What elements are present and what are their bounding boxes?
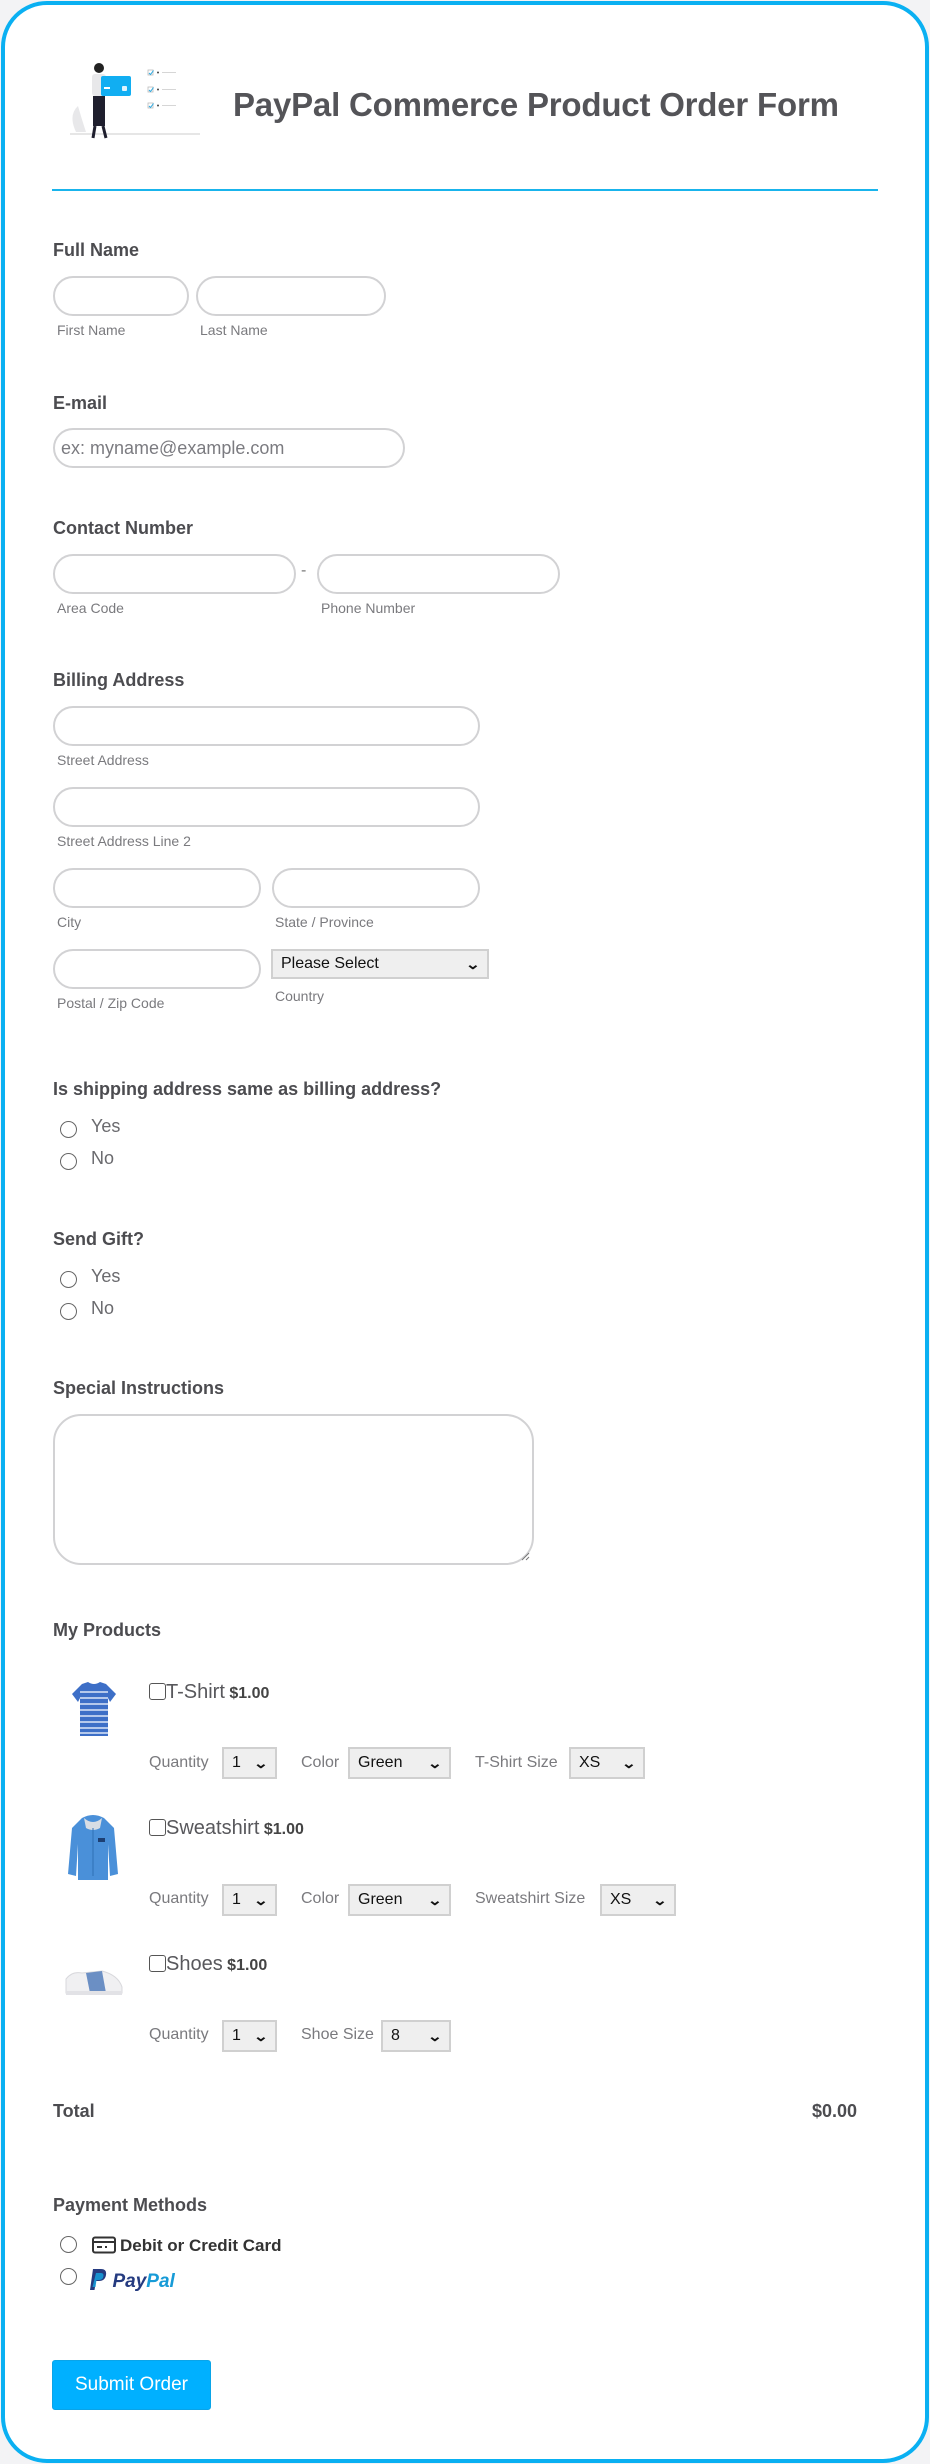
first-name-sublabel: First Name xyxy=(57,322,126,338)
sweatshirt-color-label: Color xyxy=(301,1890,340,1907)
paypal-pal-text: Pal xyxy=(146,2271,175,2292)
special-instructions-label: Special Instructions xyxy=(53,1378,225,1398)
sweatshirt-size-select[interactable] xyxy=(600,1884,676,1916)
zip-input[interactable] xyxy=(53,949,261,989)
country-select-value: Please Select xyxy=(281,955,379,972)
zip-sublabel: Postal / Zip Code xyxy=(57,995,165,1011)
city-input[interactable] xyxy=(53,868,261,908)
payment-paypal-radio[interactable] xyxy=(60,2268,77,2285)
tshirt-size-value: XS xyxy=(579,1754,601,1771)
payment-card-label[interactable]: Debit or Credit Card xyxy=(120,2236,282,2255)
shoes-quantity-value: 1 xyxy=(232,2027,241,2044)
street-address-sublabel: Street Address xyxy=(57,752,149,768)
street-address-line2-sublabel: Street Address Line 2 xyxy=(57,833,191,849)
last-name-sublabel: Last Name xyxy=(200,322,268,338)
phone-number-sublabel: Phone Number xyxy=(321,600,416,616)
tshirt-color-label: Color xyxy=(301,1754,340,1771)
phone-number-input[interactable] xyxy=(317,554,560,594)
first-name-input[interactable] xyxy=(53,276,189,316)
page-title: PayPal Commerce Product Order Form xyxy=(233,86,839,123)
chevron-down-icon: ⌄ xyxy=(253,1891,269,1908)
shoes-quantity-select[interactable] xyxy=(222,2020,277,2052)
chevron-down-icon: ⌄ xyxy=(253,2027,269,2044)
send-gift-yes-radio[interactable] xyxy=(60,1271,77,1288)
resize-handle-icon[interactable] xyxy=(520,1551,530,1561)
send-gift-no-label[interactable]: No xyxy=(91,1298,115,1318)
send-gift-no-radio[interactable] xyxy=(60,1303,77,1320)
tshirt-price: $1.00 xyxy=(229,1685,270,1702)
city-sublabel: City xyxy=(57,914,82,930)
my-products-label: My Products xyxy=(53,1620,162,1640)
submit-order-button[interactable]: Submit Order xyxy=(52,2360,211,2410)
tshirt-checkbox[interactable] xyxy=(149,1683,166,1700)
shipping-same-no-label[interactable]: No xyxy=(91,1148,115,1168)
last-name-input[interactable] xyxy=(196,276,386,316)
shipping-same-yes-radio[interactable] xyxy=(60,1121,77,1138)
sweatshirt-quantity-value: 1 xyxy=(232,1891,241,1908)
paypal-logo-icon[interactable] xyxy=(88,2268,175,2293)
sweatshirt-size-value: XS xyxy=(610,1891,632,1908)
tshirt-quantity-value: 1 xyxy=(232,1754,241,1771)
shoe-size-select[interactable] xyxy=(381,2020,451,2052)
total-value: $0.00 xyxy=(812,2101,858,2121)
sweatshirt-quantity-select[interactable] xyxy=(222,1884,277,1916)
payment-card-radio[interactable] xyxy=(60,2236,77,2253)
payment-methods-label: Payment Methods xyxy=(53,2195,208,2215)
sweatshirt-quantity-label: Quantity xyxy=(149,1890,209,1907)
tshirt-size-label: T-Shirt Size xyxy=(475,1754,558,1771)
sweatshirt-color-select[interactable] xyxy=(348,1884,451,1916)
chevron-down-icon: ⌄ xyxy=(427,1891,443,1908)
sweatshirt-checkbox[interactable] xyxy=(149,1819,166,1836)
shoe-size-label: Shoe Size xyxy=(301,2026,374,2043)
chevron-down-icon: ⌄ xyxy=(427,1754,443,1771)
street-address-input[interactable] xyxy=(53,706,480,746)
product-sweatshirt[interactable] xyxy=(149,1817,304,1840)
product-shoes[interactable] xyxy=(149,1953,267,1976)
shipping-same-yes-label[interactable]: Yes xyxy=(91,1116,121,1136)
shoes-name: Shoes xyxy=(166,1953,223,1975)
shipping-same-label: Is shipping address same as billing address? xyxy=(53,1079,442,1099)
special-instructions-textarea[interactable] xyxy=(53,1414,534,1565)
total-label: Total xyxy=(53,2101,95,2121)
credit-card-icon xyxy=(92,2236,116,2254)
area-code-input[interactable] xyxy=(53,554,296,594)
send-gift-yes-label[interactable]: Yes xyxy=(91,1266,121,1286)
chevron-down-icon: ⌄ xyxy=(652,1891,668,1908)
chevron-down-icon: ⌄ xyxy=(253,1754,269,1771)
contact-label: Contact Number xyxy=(53,518,194,538)
phone-separator: - xyxy=(301,562,307,579)
full-name-label: Full Name xyxy=(53,240,140,260)
state-input[interactable] xyxy=(272,868,480,908)
header-illustration xyxy=(64,60,204,142)
shipping-same-no-radio[interactable] xyxy=(60,1153,77,1170)
email-input[interactable] xyxy=(53,428,405,468)
tshirt-size-select[interactable] xyxy=(569,1747,645,1779)
tshirt-image xyxy=(68,1680,120,1738)
paypal-pay-text: Pay xyxy=(112,2271,147,2292)
sweatshirt-image xyxy=(64,1814,122,1882)
chevron-down-icon: ⌄ xyxy=(427,2027,443,2044)
area-code-sublabel: Area Code xyxy=(57,600,124,616)
sweatshirt-price: $1.00 xyxy=(263,1821,304,1838)
email-placeholder: ex: myname@example.com xyxy=(61,437,285,458)
header-divider xyxy=(52,189,878,191)
street-address-line2-input[interactable] xyxy=(53,787,480,827)
billing-address-label: Billing Address xyxy=(53,670,185,690)
shoes-image xyxy=(62,1965,126,1999)
chevron-down-icon: ⌄ xyxy=(465,955,481,972)
tshirt-name: T-Shirt xyxy=(166,1681,225,1703)
tshirt-quantity-label: Quantity xyxy=(149,1754,209,1771)
email-label: E-mail xyxy=(53,393,108,413)
product-tshirt[interactable] xyxy=(149,1681,269,1704)
tshirt-quantity-select[interactable] xyxy=(222,1747,277,1779)
state-sublabel: State / Province xyxy=(275,914,374,930)
country-sublabel: Country xyxy=(275,988,325,1004)
shoes-quantity-label: Quantity xyxy=(149,2026,209,2043)
shoes-checkbox[interactable] xyxy=(149,1955,166,1972)
send-gift-label: Send Gift? xyxy=(53,1229,144,1249)
sweatshirt-color-value: Green xyxy=(358,1891,403,1908)
tshirt-color-select[interactable] xyxy=(348,1747,451,1779)
sweatshirt-size-label: Sweatshirt Size xyxy=(475,1890,586,1907)
tshirt-color-value: Green xyxy=(358,1754,403,1771)
shoe-size-value: 8 xyxy=(391,2027,400,2044)
shoes-price: $1.00 xyxy=(227,1957,268,1974)
country-select[interactable] xyxy=(271,949,489,979)
chevron-down-icon: ⌄ xyxy=(621,1754,637,1771)
sweatshirt-name: Sweatshirt xyxy=(166,1817,260,1839)
